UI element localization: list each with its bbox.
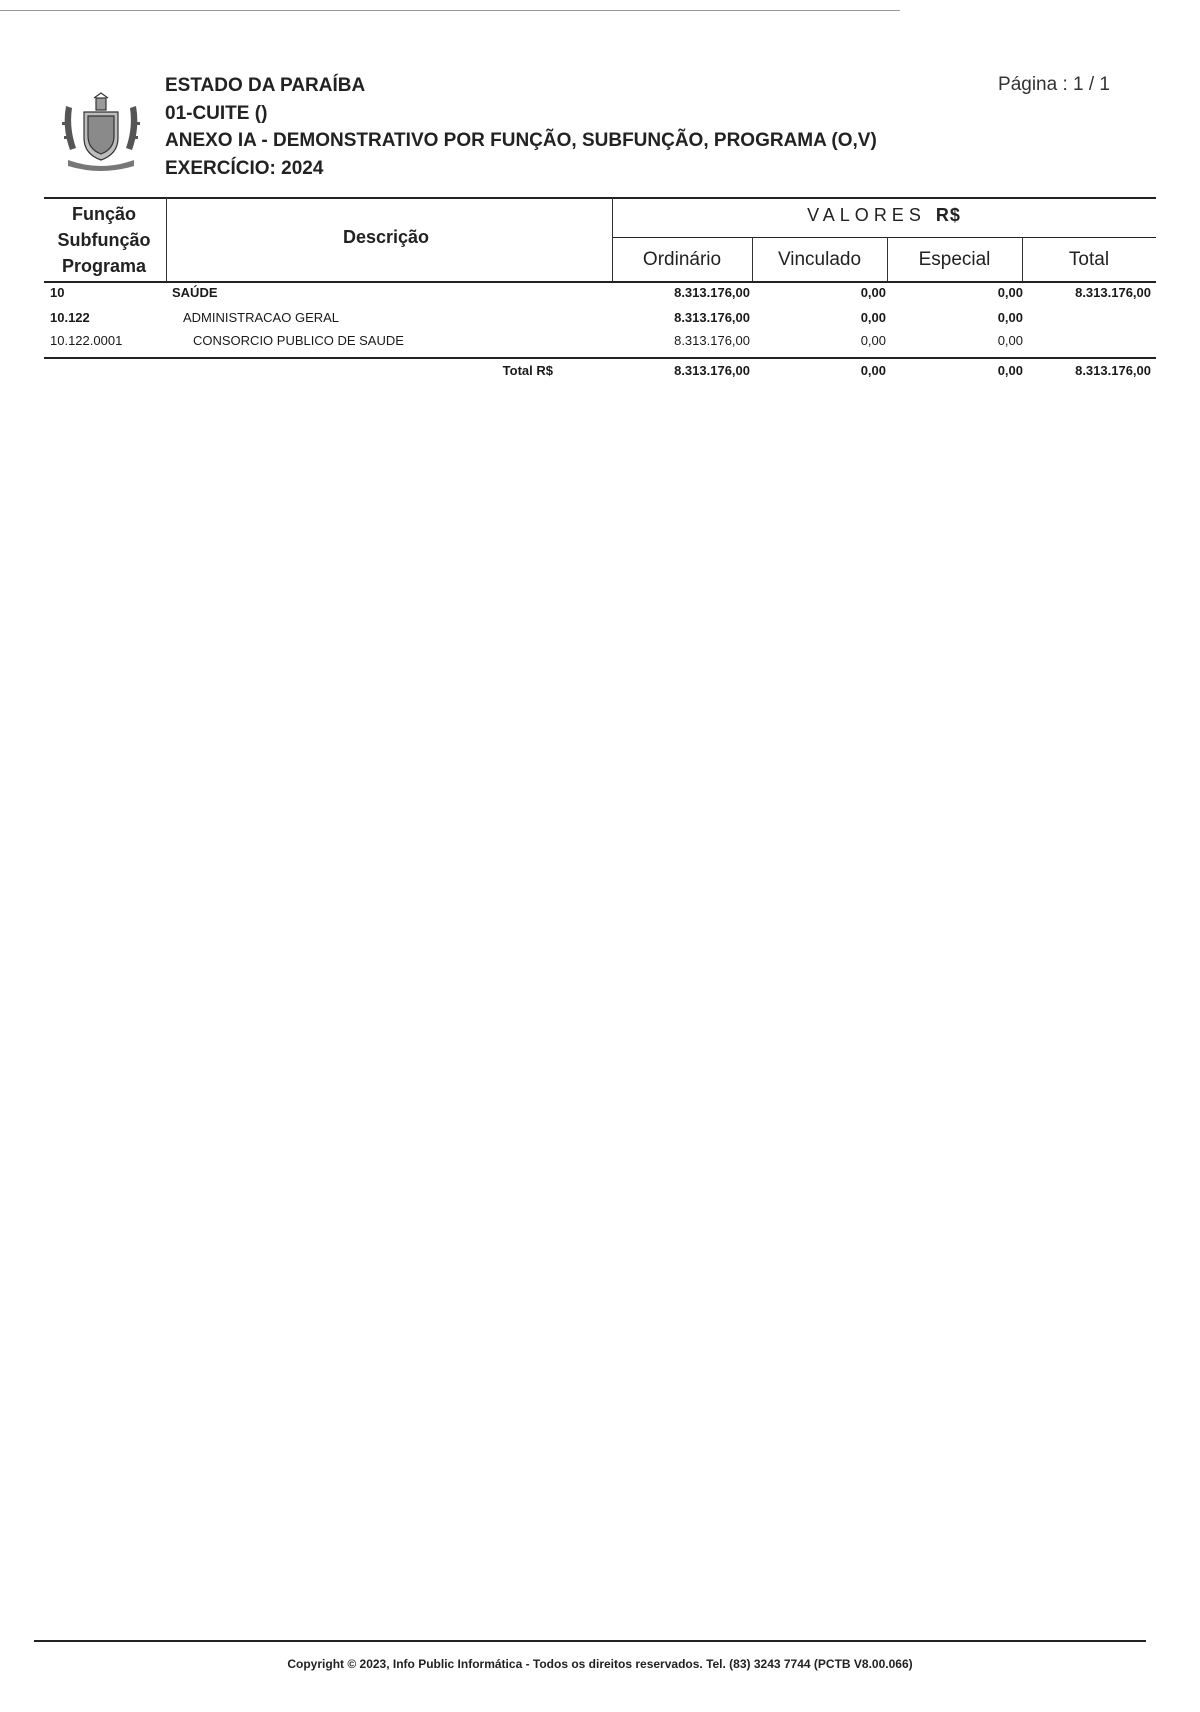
header-funcao: Função — [71, 204, 136, 224]
header-ordinario: Ordinário — [642, 249, 722, 270]
row-code: 10.122 — [50, 310, 90, 325]
row-total: 8.313.176,00 — [1075, 285, 1151, 300]
row-especial: 0,00 — [997, 333, 1023, 348]
state-coat-of-arms-icon — [60, 92, 142, 172]
row-description: ADMINISTRACAO GERAL — [183, 310, 340, 325]
report-title: ANEXO IA - DEMONSTRATIVO POR FUNÇÃO, SUBFUNÇÃO, PROGRAMA (O,V) — [165, 130, 877, 151]
header-programa: Programa — [61, 256, 147, 276]
header-total: Total — [1068, 249, 1110, 270]
row-code: 10 — [50, 285, 65, 300]
row-description: CONSORCIO PUBLICO DE SAUDE — [193, 333, 404, 348]
top-scan-rule — [0, 10, 900, 11]
row-ordinario: 8.313.176,00 — [674, 310, 750, 325]
header-code-column — [44, 201, 164, 279]
row-ordinario: 8.313.176,00 — [674, 333, 750, 348]
header-descricao: Descrição — [342, 227, 430, 247]
totals-ordinario: 8.313.176,00 — [674, 363, 750, 378]
row-especial: 0,00 — [997, 285, 1023, 300]
exercise-year: EXERCÍCIO: 2024 — [165, 157, 324, 179]
totals-rule — [44, 357, 1156, 359]
row-especial: 0,00 — [997, 310, 1023, 325]
totals-total: 8.313.176,00 — [1075, 363, 1151, 378]
valores-currency: R$ — [935, 205, 961, 225]
row-vinculado: 0,00 — [860, 310, 886, 325]
table-row — [44, 333, 1156, 355]
valores-label: VALORES — [807, 205, 926, 225]
totals-especial: 0,00 — [997, 363, 1023, 378]
footer-copyright: Copyright © 2023, Info Public Informática - Todos os direitos reservados. Tel. (83) 3243 7744 (PCTB V8.00.066) — [287, 1657, 913, 1671]
page-number: Página : 1 / 1 — [998, 74, 1110, 95]
header-subfuncao: Subfunção — [57, 230, 151, 250]
totals-label: Total R$ — [502, 363, 553, 378]
row-code: 10.122.0001 — [50, 333, 123, 348]
valores-divider — [612, 237, 1156, 238]
totals-vinculado: 0,00 — [860, 363, 886, 378]
table-row — [44, 285, 1156, 307]
entity-name: 01-CUITE () — [165, 102, 268, 124]
footer-rule — [34, 1640, 1146, 1642]
table-row — [44, 310, 1156, 332]
header-vinculado: Vinculado — [777, 249, 862, 270]
table-top-rule — [44, 197, 1156, 199]
state-name: ESTADO DA PARAÍBA — [165, 75, 366, 96]
row-ordinario: 8.313.176,00 — [674, 285, 750, 300]
header-especial: Especial — [918, 249, 991, 270]
header-valores — [612, 205, 1156, 226]
header-bottom-rule — [44, 281, 1156, 283]
totals-row — [44, 363, 1156, 385]
row-vinculado: 0,00 — [860, 285, 886, 300]
row-vinculado: 0,00 — [860, 333, 886, 348]
report-title-block — [165, 72, 877, 182]
row-description: SAÚDE — [172, 285, 218, 300]
